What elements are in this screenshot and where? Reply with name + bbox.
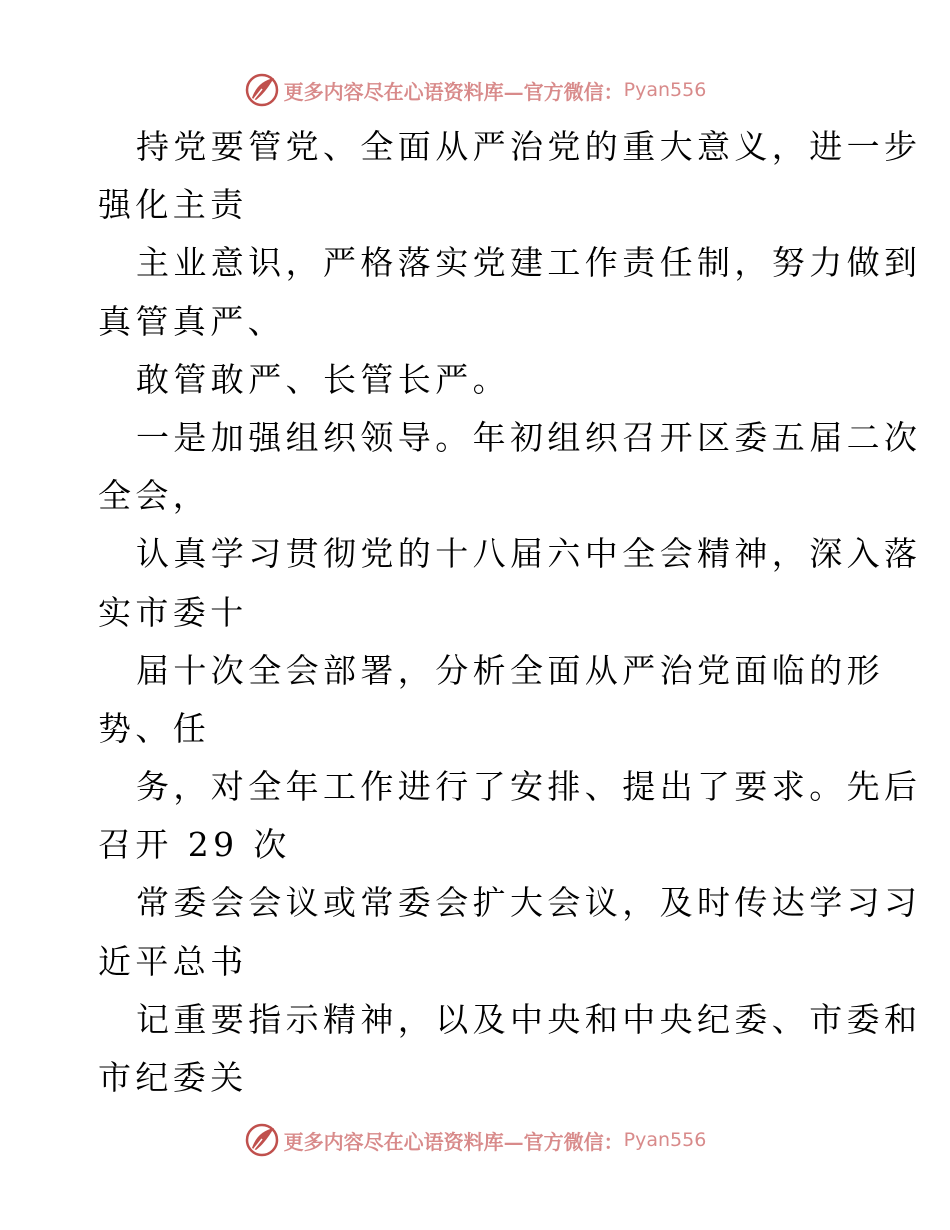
header-banner: [0, 70, 950, 110]
pen-nib-logo-icon: [244, 72, 280, 108]
footer-banner-text: 更多内容尽在心语资料库—官方微信：: [283, 1129, 624, 1154]
document-body: [98, 118, 922, 1107]
text-line: 务，对全年工作进行了安排、提出了要求。先后: [136, 767, 922, 807]
text-line: 召开 29 次: [98, 825, 291, 865]
text-line: 记重要指示精神，以及中央和中央纪委、市委和: [136, 999, 922, 1039]
text-line: 实市委十: [98, 592, 248, 632]
text-line: 认真学习贯彻党的十八届六中全会精神，深入落: [136, 534, 922, 574]
text-line: 近平总书: [98, 941, 248, 981]
footer-banner: [0, 1120, 950, 1160]
text-line: 一是加强组织领导。年初组织召开区委五届二次: [136, 417, 922, 457]
text-line: 真管真严、: [98, 301, 285, 341]
text-line: 届十次全会部署，分析全面从严治党面临的形: [136, 650, 884, 690]
text-line: 主业意识，严格落实党建工作责任制，努力做到: [136, 243, 922, 283]
text-line: 持党要管党、全面从严治党的重大意义，进一步: [136, 127, 922, 166]
header-banner-id: Pyan556: [623, 79, 707, 101]
text-line: 常委会会议或常委会扩大会议，及时传达学习习: [136, 883, 922, 923]
header-banner-text: 更多内容尽在心语资料库—官方微信：: [283, 79, 624, 104]
text-line: 势、任: [98, 708, 211, 748]
text-line: 全会，: [98, 476, 211, 516]
text-line: 市纪委关: [98, 1058, 248, 1097]
text-line: 敢管敢严、长管长严。: [136, 359, 510, 399]
text-line: 强化主责: [98, 185, 248, 225]
footer-banner-id: Pyan556: [623, 1129, 707, 1151]
pen-nib-logo-icon: [244, 1122, 280, 1158]
